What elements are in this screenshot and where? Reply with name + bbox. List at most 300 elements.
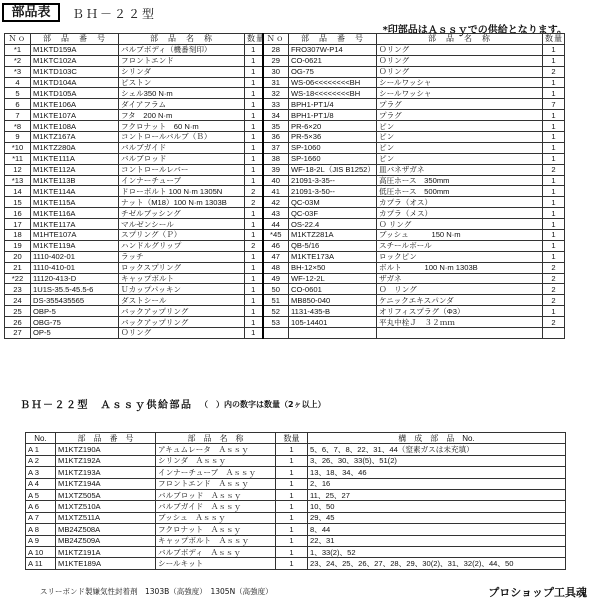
assy-quantity: 1 (276, 512, 308, 523)
row-no (263, 328, 289, 339)
table-row (26, 558, 566, 569)
assy-no: A 11 (26, 558, 56, 569)
row-no: 41 (263, 186, 289, 197)
quantity: 1 (543, 197, 565, 208)
quantity: 1 (245, 55, 263, 66)
part-number: FRO307W-P14 (289, 44, 377, 55)
assy-part-number: M1KTZ191A (56, 546, 156, 557)
part-number: M1KTD105A (31, 88, 119, 99)
quantity: 1 (543, 132, 565, 143)
table-row (26, 546, 566, 557)
part-name: シールワッシャ (377, 77, 543, 88)
row-no: *22 (5, 273, 31, 284)
row-no: 38 (263, 153, 289, 164)
row-no: 34 (263, 110, 289, 121)
assy-components: 1、33(2)、52 (308, 546, 566, 557)
part-name: スプリング（Ｐ） (119, 230, 245, 241)
row-no: 27 (5, 328, 31, 339)
quantity: 1 (245, 66, 263, 77)
assy-header-part-name: 部 品 名 称 (156, 433, 276, 444)
table-row (5, 284, 565, 295)
header-part-name: 部 品 名 称 (377, 34, 543, 45)
part-name: コントロールレバー (119, 164, 245, 175)
part-number: 105-14401 (289, 317, 377, 328)
assy-header-row (26, 433, 566, 444)
header-qty: 数量 (543, 34, 565, 45)
quantity: 1 (245, 328, 263, 339)
quantity: 1 (543, 121, 565, 132)
row-no: 9 (5, 132, 31, 143)
table-row (5, 251, 565, 262)
part-number (289, 328, 377, 339)
row-no: *3 (5, 66, 31, 77)
row-no: 12 (5, 164, 31, 175)
row-no: 39 (263, 164, 289, 175)
row-no: 52 (263, 306, 289, 317)
quantity: 1 (543, 306, 565, 317)
page-title: 部品表 (2, 3, 60, 22)
assy-quantity: 1 (276, 467, 308, 478)
quantity: 1 (245, 306, 263, 317)
table-row (26, 444, 566, 455)
part-number: M1KTZ167A (31, 132, 119, 143)
assy-part-name: ブッシュ Ａｓｓｙ (156, 512, 276, 523)
table-row (5, 110, 565, 121)
assy-part-name: バルブボディ Ａｓｓｙ (156, 546, 276, 557)
quantity: 2 (245, 240, 263, 251)
row-no: 40 (263, 175, 289, 186)
part-name: 皿バネザガネ (377, 164, 543, 175)
part-number: M1KTE117A (31, 219, 119, 230)
shop-watermark: プロショップ工具魂 (488, 586, 587, 599)
quantity: 1 (245, 164, 263, 175)
row-no: 16 (5, 208, 31, 219)
assy-no: A 3 (26, 467, 56, 478)
row-no: 30 (263, 66, 289, 77)
table-row (5, 121, 565, 132)
part-number: M1KTE112A (31, 164, 119, 175)
table-row (5, 186, 565, 197)
part-number: M1KTD104A (31, 77, 119, 88)
assy-quantity: 1 (276, 546, 308, 557)
part-name: カプラ（オス） (377, 197, 543, 208)
part-number: BPH1-PT1/8 (289, 110, 377, 121)
row-no: *45 (263, 230, 289, 241)
table-row (26, 524, 566, 535)
part-name: バルブボディ（機番刻印） (119, 44, 245, 55)
part-number: BPH1-PT1/4 (289, 99, 377, 110)
row-no: 26 (5, 317, 31, 328)
assy-part-number: MB24Z509A (56, 535, 156, 546)
part-name: インナーチューブ (119, 175, 245, 186)
table-row (5, 262, 565, 273)
row-no: 50 (263, 284, 289, 295)
table-row (5, 306, 565, 317)
quantity: 1 (543, 77, 565, 88)
header-part-number: 部 品 番 号 (289, 34, 377, 45)
assy-part-name: フクロナット Ａｓｓｙ (156, 524, 276, 535)
part-number: M1KTE116A (31, 208, 119, 219)
assy-no: A 4 (26, 478, 56, 489)
table-row (5, 132, 565, 143)
part-name: バルブガイド (119, 142, 245, 153)
part-number: OS-22.4 (289, 219, 377, 230)
assy-part-number: M1KTE189A (56, 558, 156, 569)
part-name: プラグ (377, 99, 543, 110)
assy-part-name: キャップボルト Ａｓｓｙ (156, 535, 276, 546)
row-no: 19 (5, 240, 31, 251)
table-row (5, 197, 565, 208)
part-name: Ｏリング (377, 44, 543, 55)
part-number: M1KTE111A (31, 153, 119, 164)
part-number: OBP-5 (31, 306, 119, 317)
quantity: 1 (245, 77, 263, 88)
row-no: *10 (5, 142, 31, 153)
assy-quantity: 1 (276, 535, 308, 546)
assy-quantity: 1 (276, 501, 308, 512)
row-no: 28 (263, 44, 289, 55)
row-no: 46 (263, 240, 289, 251)
part-number: WS-06<<<<<<<<BH (289, 77, 377, 88)
assy-quantity: 1 (276, 444, 308, 455)
part-name: ロックピン (377, 251, 543, 262)
assy-part-number: M1KTZ192A (56, 455, 156, 466)
part-name: ナット（M18）100 N·m 1303B (119, 197, 245, 208)
assy-part-number: M1XTZ511A (56, 512, 156, 523)
quantity: 2 (543, 164, 565, 175)
assy-components: 3、26、30、33(5)、51(2) (308, 455, 566, 466)
quantity: 1 (543, 175, 565, 186)
assy-section-note: （ ）内の数字は数量（2ヶ以上） (200, 400, 326, 409)
row-no: 15 (5, 197, 31, 208)
quantity: 1 (245, 99, 263, 110)
header-no: Ｎｏ (5, 34, 31, 45)
part-number: 1131-435-B (289, 306, 377, 317)
assy-header-components: 構 成 部 品 No. (308, 433, 566, 444)
row-no: 4 (5, 77, 31, 88)
part-name: ドローボルト 100 N·m 1305N (119, 186, 245, 197)
part-number: OG-75 (289, 66, 377, 77)
assy-part-name: バルブロッド Ａｓｓｙ (156, 489, 276, 500)
part-name: ロックスプリング (119, 262, 245, 273)
header-no: Ｎｏ (263, 34, 289, 45)
table-row (5, 142, 565, 153)
row-no: 31 (263, 77, 289, 88)
assy-no: A 10 (26, 546, 56, 557)
quantity: 1 (245, 132, 263, 143)
row-no: 18 (5, 230, 31, 241)
quantity: 1 (245, 273, 263, 284)
part-number: QC-03M (289, 197, 377, 208)
row-no: 21 (5, 262, 31, 273)
part-number: QC-03F (289, 208, 377, 219)
part-name: ハンドルグリップ (119, 240, 245, 251)
part-number: M1KTE115A (31, 197, 119, 208)
assy-no: A 2 (26, 455, 56, 466)
part-number: 1110-402-01 (31, 251, 119, 262)
quantity: 1 (245, 262, 263, 273)
row-no: *1 (5, 44, 31, 55)
assy-part-number: MB24Z508A (56, 524, 156, 535)
quantity: 1 (245, 44, 263, 55)
assy-components: 10、50 (308, 501, 566, 512)
part-name: ピン (377, 142, 543, 153)
row-no: 42 (263, 197, 289, 208)
row-no: 36 (263, 132, 289, 143)
part-name: カプラ（メス） (377, 208, 543, 219)
assy-part-number: M1KTZ193A (56, 467, 156, 478)
row-no: *11 (5, 153, 31, 164)
part-number: SP-1660 (289, 153, 377, 164)
quantity: 1 (543, 110, 565, 121)
row-no: 53 (263, 317, 289, 328)
table-row (26, 467, 566, 478)
quantity: 1 (543, 219, 565, 230)
part-number: BH-12×50 (289, 262, 377, 273)
part-number: OP-5 (31, 328, 119, 339)
assy-part-name: フロントエンド Ａｓｓｙ (156, 478, 276, 489)
parts-table (4, 33, 565, 339)
part-name: Ｏ リング (377, 219, 543, 230)
part-number: M1KTZ280A (31, 142, 119, 153)
quantity (543, 328, 565, 339)
quantity: 1 (245, 110, 263, 121)
quantity: 1 (245, 88, 263, 99)
part-name: マルゼンシール (119, 219, 245, 230)
part-number: 1U1S-35.5-45.5-6 (31, 284, 119, 295)
header-part-name: 部 品 名 称 (119, 34, 245, 45)
part-number: CO-0621 (289, 55, 377, 66)
quantity: 1 (245, 219, 263, 230)
table-row (5, 208, 565, 219)
row-no: 37 (263, 142, 289, 153)
part-name: Ｏ リング (377, 284, 543, 295)
row-no: 24 (5, 295, 31, 306)
row-no: 5 (5, 88, 31, 99)
part-name: 高圧ホース 350mm (377, 175, 543, 186)
table-row (26, 535, 566, 546)
part-name (377, 328, 543, 339)
assy-components: 22、31 (308, 535, 566, 546)
part-name: バルブロッド (119, 153, 245, 164)
table-row (5, 328, 565, 339)
assy-no: A 9 (26, 535, 56, 546)
assy-part-name: バルブガイド Ａｓｓｙ (156, 501, 276, 512)
assy-quantity: 1 (276, 489, 308, 500)
assy-section-title: ＢＨ－２２型 Ａｓｓｙ供給部品 (20, 400, 193, 411)
part-name: Ｏリング (119, 328, 245, 339)
assy-no: A 8 (26, 524, 56, 535)
quantity: 1 (543, 88, 565, 99)
quantity: 1 (543, 142, 565, 153)
part-name: ダイアフラム (119, 99, 245, 110)
assy-header-no: No. (26, 433, 56, 444)
part-number: PR-5×36 (289, 132, 377, 143)
part-name: シリンダ (119, 66, 245, 77)
table-row (5, 240, 565, 251)
table-row (5, 295, 565, 306)
part-name: ブッシュ 150 N·m (377, 230, 543, 241)
part-number: SP-1060 (289, 142, 377, 153)
assy-quantity: 1 (276, 478, 308, 489)
assy-part-name: インナーチューブ Ａｓｓｙ (156, 467, 276, 478)
quantity: 1 (543, 55, 565, 66)
part-number: M1KTZ281A (289, 230, 377, 241)
assy-no: A 7 (26, 512, 56, 523)
quantity: 1 (543, 186, 565, 197)
part-number: 1110-410-01 (31, 262, 119, 273)
assy-no: A 5 (26, 489, 56, 500)
assy-quantity: 1 (276, 524, 308, 535)
part-name: Ｕカップパッキン (119, 284, 245, 295)
part-name: ボルト 100 N·m 1303B (377, 262, 543, 273)
assy-header-qty: 数量 (276, 433, 308, 444)
assy-components: 2、16 (308, 478, 566, 489)
part-number: WF-18-2L（JIS B1252） (289, 164, 377, 175)
part-number: M1KTE106A (31, 99, 119, 110)
part-number: M1KTE114A (31, 186, 119, 197)
table-row (26, 489, 566, 500)
quantity: 2 (543, 273, 565, 284)
part-name: プラグ (377, 110, 543, 121)
assy-components: 23、24、25、26、27、28、29、30(2)、31、32(2)、44、50 (308, 558, 566, 569)
assy-part-number: M1XTZ510A (56, 501, 156, 512)
row-no: 44 (263, 219, 289, 230)
part-name: 平丸中栓Ｊ ３２ｍｍ (377, 317, 543, 328)
part-name: ピン (377, 121, 543, 132)
assy-components: 11、25、27 (308, 489, 566, 500)
quantity: 1 (245, 121, 263, 132)
part-name: Ｏリング (377, 66, 543, 77)
part-number: M1KTD103C (31, 66, 119, 77)
table-row (5, 153, 565, 164)
row-no: 48 (263, 262, 289, 273)
parts-header-row (5, 34, 565, 45)
row-no: 33 (263, 99, 289, 110)
row-no: *8 (5, 121, 31, 132)
quantity: 1 (245, 295, 263, 306)
assy-components: 5、6、7、8、22、31、44（窒素ガスは未充填） (308, 444, 566, 455)
row-no: 43 (263, 208, 289, 219)
part-number: M1HTE107A (31, 230, 119, 241)
quantity: 2 (245, 186, 263, 197)
row-no: 23 (5, 284, 31, 295)
assy-note: *印部品はＡｓｓｙでの供給となります。 (382, 25, 567, 36)
part-name: バックアップリング (119, 306, 245, 317)
quantity: 2 (245, 197, 263, 208)
quantity: 2 (543, 295, 565, 306)
quantity: 1 (543, 44, 565, 55)
part-name: フタ 200 N·m (119, 110, 245, 121)
assy-no: A 6 (26, 501, 56, 512)
part-name: ピストン (119, 77, 245, 88)
quantity: 1 (245, 208, 263, 219)
part-name: キャップボルト (119, 273, 245, 284)
table-row (5, 219, 565, 230)
quantity: 1 (543, 251, 565, 262)
part-number: M1KTE173A (289, 251, 377, 262)
quantity: 2 (543, 317, 565, 328)
part-name: ピン (377, 132, 543, 143)
assy-components: 8、44 (308, 524, 566, 535)
part-name: ザガネ (377, 273, 543, 284)
part-name: チゼルブッシング (119, 208, 245, 219)
row-no: 14 (5, 186, 31, 197)
row-no: 20 (5, 251, 31, 262)
assy-table (25, 432, 566, 570)
table-row (26, 478, 566, 489)
assy-part-name: シールキット (156, 558, 276, 569)
assy-no: A 1 (26, 444, 56, 455)
part-number: OBG-75 (31, 317, 119, 328)
part-number: M1KTE119A (31, 240, 119, 251)
table-row (5, 44, 565, 55)
table-row (26, 512, 566, 523)
table-row (5, 164, 565, 175)
part-name: コントロールバルブ（Ｂ） (119, 132, 245, 143)
header-qty: 数量 (245, 34, 263, 45)
part-name: オリフィスプラグ（Φ3） (377, 306, 543, 317)
row-no: *13 (5, 175, 31, 186)
part-name: ピン (377, 153, 543, 164)
assy-part-name: シリンダ Ａｓｓｙ (156, 455, 276, 466)
part-number: M1KTD159A (31, 44, 119, 55)
part-number: WF-12-2L (289, 273, 377, 284)
quantity: 1 (543, 208, 565, 219)
quantity: 2 (543, 66, 565, 77)
quantity: 1 (245, 153, 263, 164)
row-no: 35 (263, 121, 289, 132)
part-name: フロントエンド (119, 55, 245, 66)
table-row (5, 66, 565, 77)
part-name: バックアップリング (119, 317, 245, 328)
part-number: 21091-3-50-- (289, 186, 377, 197)
part-name: ダストシール (119, 295, 245, 306)
row-no: 51 (263, 295, 289, 306)
part-number: M1KTE107A (31, 110, 119, 121)
part-name: Ｏリング (377, 55, 543, 66)
part-number: M1KTE113B (31, 175, 119, 186)
part-name: スチールボール (377, 240, 543, 251)
part-number: 21091-3-35-- (289, 175, 377, 186)
table-row (5, 55, 565, 66)
row-no: 47 (263, 251, 289, 262)
assy-part-number: M1XTZ505A (56, 489, 156, 500)
quantity: 1 (245, 251, 263, 262)
part-number: M1KTC102A (31, 55, 119, 66)
quantity: 2 (543, 284, 565, 295)
assy-quantity: 1 (276, 455, 308, 466)
table-row (5, 273, 565, 284)
header-part-number: 部 品 番 号 (31, 34, 119, 45)
assy-components: 29、45 (308, 512, 566, 523)
sealant-note: スリーボンド製嫌気性封着剤 1303B（高強度） 1305N（高強度） (40, 587, 273, 596)
table-row (5, 88, 565, 99)
part-number: DS-355435565 (31, 295, 119, 306)
row-no: 25 (5, 306, 31, 317)
table-row (5, 230, 565, 241)
row-no: *2 (5, 55, 31, 66)
part-name: シールワッシャ (377, 88, 543, 99)
quantity: 2 (543, 262, 565, 273)
table-row (26, 455, 566, 466)
assy-part-number: M1KTZ194A (56, 478, 156, 489)
model-name: ＢＨ－２２型 (72, 7, 157, 21)
part-number: PR-6×20 (289, 121, 377, 132)
quantity: 1 (245, 142, 263, 153)
part-number: QB-5/16 (289, 240, 377, 251)
part-number: 11120-413-D (31, 273, 119, 284)
